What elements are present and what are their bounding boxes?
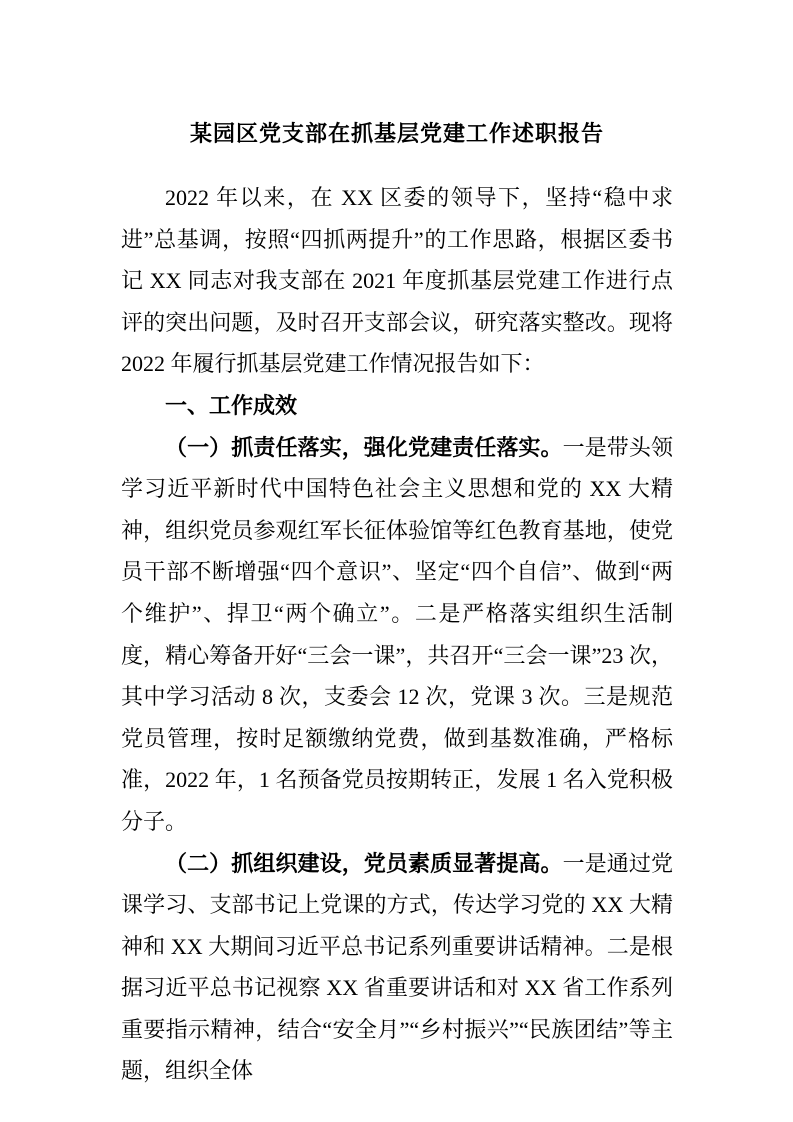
subsection-2-text: 一是通过党课学习、支部书记上党课的方式，传达学习党的 XX 大精神和 XX 大期间习近平总书记系列重要讲话精神。二是根据习近平总书记视察 XX 省重要讲话和对 XX 省工作系列重要指示精神，结合“安全月”“乡村振兴”“民族团结”等主题，组织全体 <box>121 850 673 1084</box>
subsection-1-text: 一是带头领学习近平新时代中国特色社会主义思想和党的 XX 大精神，组织党员参观红军长征体验馆等红色教育基地，使党员干部不断增强“四个意识”、坚定“四个自信”、做到“两个维护”、捍卫“两个确立”。二是严格落实组织生活制度，精心筹备开好“三会一课”，共召开“三会一课”23 次，其中学习活动 8 次，支委会 12 次，党课 3 次。三是规范党员管理，按时足额缴纳党费，做到基数准确，严格标准，2022 年，1 名预备党员按期转正，发展 1 名入党积极分子。 <box>121 434 673 834</box>
subsection-2-lead: （二）抓组织建设，党员素质显著提高。 <box>165 850 563 876</box>
document-title: 某园区党支部在抓基层党建工作述职报告 <box>189 121 604 146</box>
subsection-1-lead: （一）抓责任落实，强化党建责任落实。 <box>165 434 563 460</box>
paragraph-subsection-2 <box>121 843 673 1093</box>
paragraph-intro: 2022 年以来，在 XX 区委的领导下，坚持“稳中求进”总基调，按照“四抓两提升”的工作思路，根据区委书记 XX 同志对我支部在 2021 年度抓基层党建工作进行点评的突出问题，及时召开支部会议，研究落实整改。现将 2022 年履行抓基层党建工作情况报告如下： <box>121 185 673 377</box>
section-heading-work-results: 一、工作成效 <box>165 392 298 418</box>
paragraph-subsection-1 <box>121 427 673 843</box>
